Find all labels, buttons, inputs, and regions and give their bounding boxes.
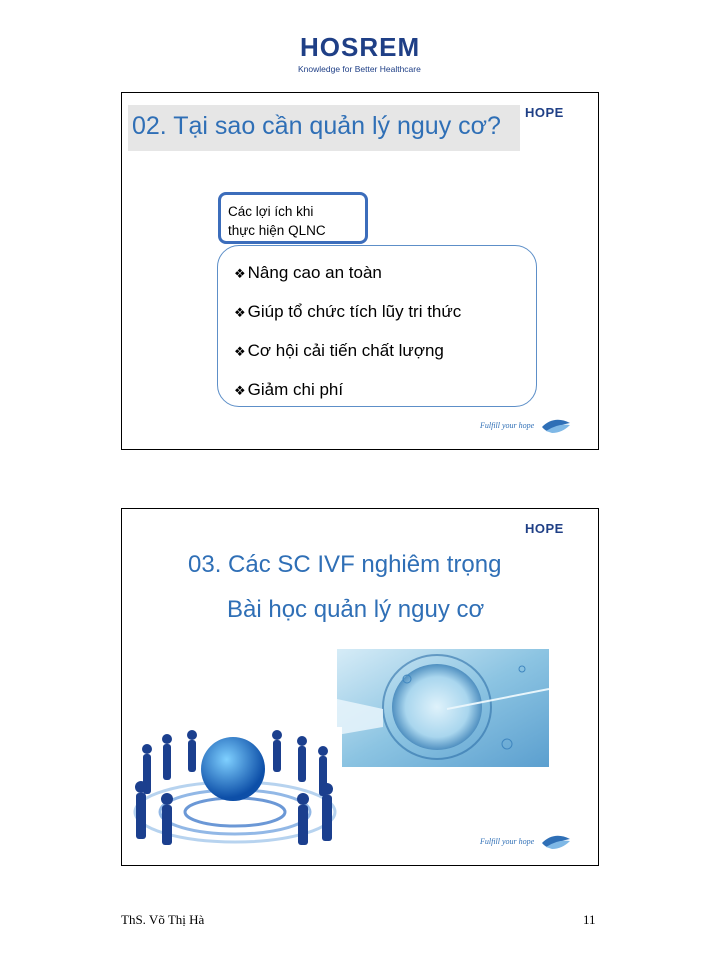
benefits-list: [234, 263, 461, 419]
hope-logo-text: HOPE: [525, 521, 564, 536]
list-item: ❖ Cơ hội cải tiến chất lượng: [234, 341, 444, 360]
slide-2: [121, 508, 599, 866]
slide-1-title: 02. Tại sao cần quản lý nguy cơ?: [132, 112, 501, 140]
wave-icon: [540, 833, 572, 851]
diamond-bullet-icon: ❖: [234, 383, 246, 398]
footer-author: ThS. Võ Thị Hà: [121, 912, 205, 927]
hope-logo: [525, 521, 571, 539]
hope-logo-text: HOPE: [525, 105, 564, 120]
hosrem-tagline: Knowledge for Better Healthcare: [298, 64, 421, 74]
slide-1: [121, 92, 599, 450]
hope-logo: [525, 105, 571, 123]
slide-2-title: 03. Các SC IVF nghiêm trọng: [188, 551, 502, 578]
label-line-1: Các lợi ích khi: [228, 204, 314, 219]
benefits-label: [218, 192, 368, 244]
diamond-bullet-icon: ❖: [234, 266, 246, 281]
label-line-2: thực hiện QLNC: [228, 223, 326, 238]
diamond-bullet-icon: ❖: [234, 305, 246, 320]
globe-people-image: [127, 727, 342, 847]
diamond-bullet-icon: ❖: [234, 344, 246, 359]
fulfill-logo: [480, 417, 572, 435]
list-item: ❖ Nâng cao an toàn: [234, 263, 382, 282]
fulfill-logo: [480, 833, 572, 851]
ivf-egg-image: [337, 649, 549, 767]
page-number: 11: [583, 912, 596, 927]
hosrem-brand: HOSREM: [300, 32, 421, 62]
slogan: Fulfill your hope: [480, 421, 535, 430]
hosrem-logo: [290, 32, 430, 78]
list-item: ❖ Giúp tổ chức tích lũy tri thức: [234, 302, 462, 321]
wave-icon: [540, 417, 572, 435]
slide-2-subtitle: Bài học quản lý nguy cơ: [227, 596, 485, 623]
slogan: Fulfill your hope: [480, 837, 535, 846]
list-item: ❖ Giảm chi phí: [234, 380, 344, 399]
